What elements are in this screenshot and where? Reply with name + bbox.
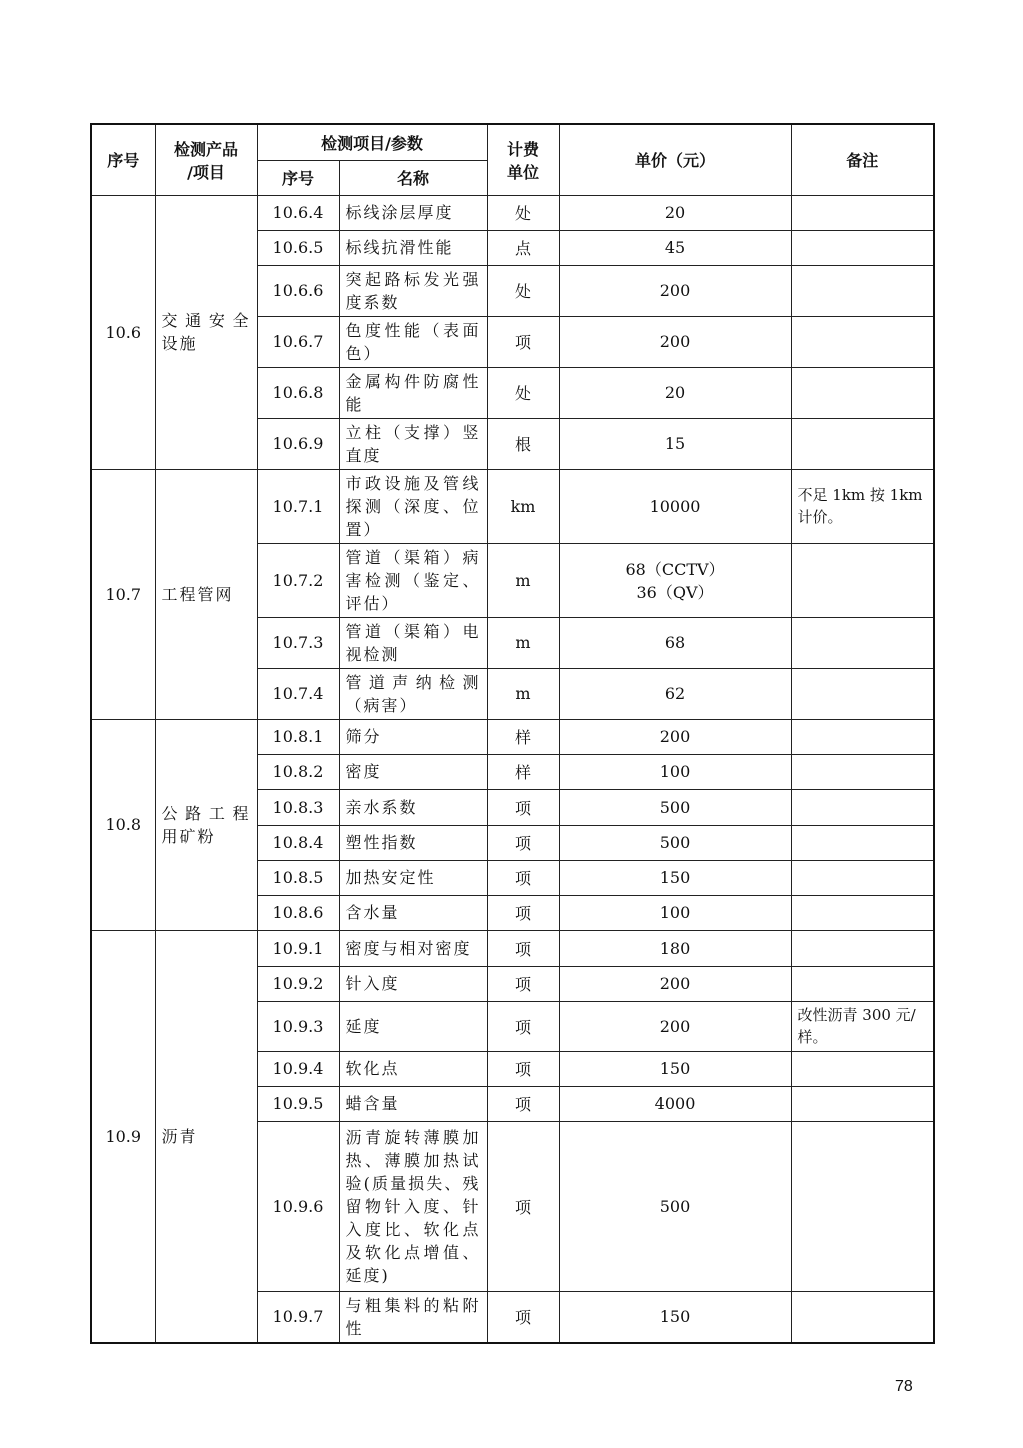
table-row (91, 930, 934, 966)
remark-cell (791, 789, 934, 825)
sub-seq-cell: 10.9.7 (257, 1291, 339, 1343)
sub-seq-cell: 10.6.5 (257, 230, 339, 265)
remark-cell (791, 316, 934, 367)
remark-cell (791, 617, 934, 668)
unit-cell: m (487, 617, 559, 668)
sub-seq-cell: 10.6.4 (257, 195, 339, 230)
name-cell: 密度与相对密度 (339, 930, 487, 966)
group-product: 公路工程用矿粉 (155, 719, 257, 930)
remark-cell (791, 1291, 934, 1343)
remark-cell (791, 966, 934, 1001)
page-number: 78 (895, 1378, 913, 1395)
group-seq: 10.6 (91, 195, 155, 469)
sub-seq-cell: 10.6.8 (257, 367, 339, 418)
sub-seq-cell: 10.8.3 (257, 789, 339, 825)
price-cell: 20 (559, 367, 791, 418)
unit-cell: m (487, 668, 559, 719)
sub-seq-cell: 10.9.6 (257, 1121, 339, 1291)
unit-cell: 项 (487, 860, 559, 895)
price-cell: 15 (559, 418, 791, 469)
unit-cell: 处 (487, 367, 559, 418)
price-cell: 150 (559, 1291, 791, 1343)
price-cell: 200 (559, 316, 791, 367)
remark-cell (791, 1086, 934, 1121)
remark-cell (791, 1121, 934, 1291)
unit-cell: 根 (487, 418, 559, 469)
unit-cell: 样 (487, 754, 559, 789)
unit-cell: 样 (487, 719, 559, 754)
price-cell: 500 (559, 1121, 791, 1291)
group-product: 交通安全设施 (155, 195, 257, 469)
price-cell: 200 (559, 966, 791, 1001)
sub-seq-cell: 10.7.3 (257, 617, 339, 668)
unit-cell: 项 (487, 1291, 559, 1343)
sub-seq-cell: 10.8.4 (257, 825, 339, 860)
price-cell: 500 (559, 825, 791, 860)
name-cell: 加热安定性 (339, 860, 487, 895)
sub-seq-cell: 10.6.9 (257, 418, 339, 469)
remark-cell (791, 930, 934, 966)
unit-cell: 项 (487, 789, 559, 825)
price-cell: 200 (559, 265, 791, 316)
remark-cell (791, 195, 934, 230)
unit-cell: 点 (487, 230, 559, 265)
sub-seq-cell: 10.8.2 (257, 754, 339, 789)
sub-seq-cell: 10.6.6 (257, 265, 339, 316)
price-cell: 200 (559, 1001, 791, 1051)
header-seq: 序号 (91, 124, 155, 195)
price-cell: 180 (559, 930, 791, 966)
unit-cell: 项 (487, 1086, 559, 1121)
name-cell: 管道声纳检测（病害） (339, 668, 487, 719)
sub-seq-cell: 10.9.5 (257, 1086, 339, 1121)
header-price: 单价（元） (559, 124, 791, 195)
unit-cell: 项 (487, 825, 559, 860)
header-remark: 备注 (791, 124, 934, 195)
header-product: 检测产品 /项目 (155, 124, 257, 195)
unit-cell: m (487, 543, 559, 617)
header-sub-seq: 序号 (257, 160, 339, 195)
name-cell: 针入度 (339, 966, 487, 1001)
sub-seq-cell: 10.7.4 (257, 668, 339, 719)
group-product: 工程管网 (155, 469, 257, 719)
sub-seq-cell: 10.9.1 (257, 930, 339, 966)
unit-cell: 项 (487, 1001, 559, 1051)
remark-cell (791, 719, 934, 754)
remark-cell: 不足 1km 按 1km 计价。 (791, 469, 934, 543)
name-cell: 管道（渠箱）病害检测（鉴定、评估） (339, 543, 487, 617)
fee-table (90, 123, 935, 1344)
sub-seq-cell: 10.8.1 (257, 719, 339, 754)
name-cell: 管道（渠箱）电视检测 (339, 617, 487, 668)
unit-cell: 项 (487, 930, 559, 966)
price-cell: 200 (559, 719, 791, 754)
name-cell: 含水量 (339, 895, 487, 930)
remark-cell (791, 895, 934, 930)
sub-seq-cell: 10.6.7 (257, 316, 339, 367)
unit-cell: 处 (487, 265, 559, 316)
name-cell: 立柱（支撑）竖直度 (339, 418, 487, 469)
sub-seq-cell: 10.7.2 (257, 543, 339, 617)
unit-cell: 项 (487, 1121, 559, 1291)
unit-cell: 项 (487, 895, 559, 930)
name-cell: 沥青旋转薄膜加热、薄膜加热试验(质量损失、残留物针入度、针入度比、软化点及软化点增值、延度) (339, 1121, 487, 1291)
price-cell: 100 (559, 754, 791, 789)
remark-cell (791, 754, 934, 789)
unit-cell: 项 (487, 1051, 559, 1086)
remark-cell (791, 367, 934, 418)
unit-cell: 处 (487, 195, 559, 230)
remark-cell (791, 860, 934, 895)
remark-cell (791, 1051, 934, 1086)
header-item-group: 检测项目/参数 (257, 124, 487, 160)
sub-seq-cell: 10.8.5 (257, 860, 339, 895)
price-cell: 100 (559, 895, 791, 930)
sub-seq-cell: 10.8.6 (257, 895, 339, 930)
header-unit: 计费 单位 (487, 124, 559, 195)
unit-cell: 项 (487, 316, 559, 367)
remark-cell (791, 825, 934, 860)
group-seq: 10.7 (91, 469, 155, 719)
name-cell: 延度 (339, 1001, 487, 1051)
price-cell: 500 (559, 789, 791, 825)
sub-seq-cell: 10.9.3 (257, 1001, 339, 1051)
unit-cell: 项 (487, 966, 559, 1001)
sub-seq-cell: 10.9.4 (257, 1051, 339, 1086)
price-cell: 20 (559, 195, 791, 230)
name-cell: 软化点 (339, 1051, 487, 1086)
group-product: 沥青 (155, 930, 257, 1343)
name-cell: 突起路标发光强度系数 (339, 265, 487, 316)
sub-seq-cell: 10.9.2 (257, 966, 339, 1001)
name-cell: 蜡含量 (339, 1086, 487, 1121)
group-seq: 10.9 (91, 930, 155, 1343)
remark-cell (791, 543, 934, 617)
name-cell: 标线涂层厚度 (339, 195, 487, 230)
remark-cell (791, 230, 934, 265)
price-cell: 4000 (559, 1086, 791, 1121)
remark-cell (791, 265, 934, 316)
remark-cell (791, 668, 934, 719)
price-cell: 68 (559, 617, 791, 668)
price-cell: 45 (559, 230, 791, 265)
name-cell: 市政设施及管线探测（深度、位置） (339, 469, 487, 543)
name-cell: 密度 (339, 754, 487, 789)
group-seq: 10.8 (91, 719, 155, 930)
header-name: 名称 (339, 160, 487, 195)
unit-cell: km (487, 469, 559, 543)
price-cell: 150 (559, 860, 791, 895)
table-row (91, 719, 934, 754)
name-cell: 色度性能（表面色） (339, 316, 487, 367)
name-cell: 筛分 (339, 719, 487, 754)
price-cell: 62 (559, 668, 791, 719)
sub-seq-cell: 10.7.1 (257, 469, 339, 543)
name-cell: 标线抗滑性能 (339, 230, 487, 265)
table-row (91, 195, 934, 230)
name-cell: 金属构件防腐性能 (339, 367, 487, 418)
remark-cell: 改性沥青 300 元/样。 (791, 1001, 934, 1051)
price-cell: 150 (559, 1051, 791, 1086)
table-row (91, 469, 934, 543)
name-cell: 与粗集料的粘附性 (339, 1291, 487, 1343)
name-cell: 亲水系数 (339, 789, 487, 825)
name-cell: 塑性指数 (339, 825, 487, 860)
price-cell: 10000 (559, 469, 791, 543)
price-cell: 68（CCTV） 36（QV） (559, 543, 791, 617)
remark-cell (791, 418, 934, 469)
